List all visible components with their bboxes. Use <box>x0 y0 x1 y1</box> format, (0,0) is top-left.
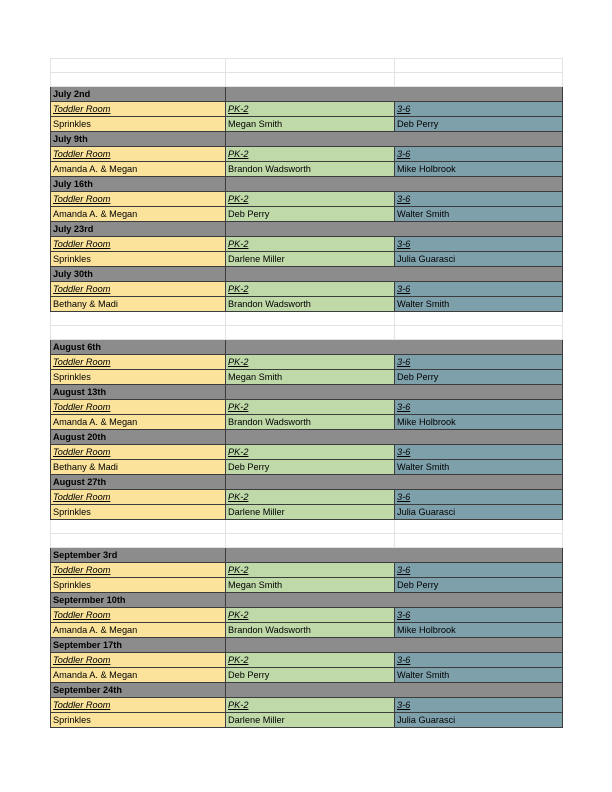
toddler-room-label[interactable]: Toddler Room <box>51 445 226 460</box>
week-header-row <box>51 222 563 237</box>
toddler-volunteer[interactable]: Sprinkles <box>51 713 226 728</box>
toddler-room-label[interactable]: Toddler Room <box>51 698 226 713</box>
volunteer-row <box>51 713 563 728</box>
pk2-label[interactable]: PK-2 <box>226 282 395 297</box>
grade36-label[interactable]: 3-6 <box>395 102 563 117</box>
grade36-label[interactable]: 3-6 <box>395 147 563 162</box>
grade36-volunteer[interactable]: Julia Guarasci <box>395 252 563 267</box>
volunteer-row <box>51 623 563 638</box>
pk2-label[interactable]: PK-2 <box>226 653 395 668</box>
week-date[interactable]: August 27th <box>51 475 226 490</box>
week-header-row <box>51 385 563 400</box>
toddler-room-label[interactable]: Toddler Room <box>51 102 226 117</box>
grade36-volunteer[interactable]: Julia Guarasci <box>395 505 563 520</box>
pk2-volunteer[interactable]: Brandon Wadsworth <box>226 415 395 430</box>
week-date[interactable]: July 2nd <box>51 87 226 102</box>
grade36-label[interactable]: 3-6 <box>395 608 563 623</box>
volunteer-row <box>51 370 563 385</box>
pk2-label[interactable]: PK-2 <box>226 445 395 460</box>
toddler-room-label[interactable]: Toddler Room <box>51 490 226 505</box>
pk2-label[interactable]: PK-2 <box>226 355 395 370</box>
toddler-volunteer[interactable]: Sprinkles <box>51 252 226 267</box>
toddler-room-label[interactable]: Toddler Room <box>51 147 226 162</box>
room-label-row <box>51 192 563 207</box>
pk2-label[interactable]: PK-2 <box>226 563 395 578</box>
grade36-volunteer[interactable]: Walter Smith <box>395 207 563 222</box>
pk2-volunteer[interactable]: Darlene Miller <box>226 713 395 728</box>
week-header-row <box>51 548 563 563</box>
pk2-label[interactable]: PK-2 <box>226 147 395 162</box>
grade36-label[interactable]: 3-6 <box>395 400 563 415</box>
pk2-volunteer[interactable]: Megan Smith <box>226 578 395 593</box>
volunteer-row <box>51 415 563 430</box>
grade36-volunteer[interactable]: Mike Holbrook <box>395 623 563 638</box>
week-header-row <box>51 638 563 653</box>
toddler-room-label[interactable]: Toddler Room <box>51 237 226 252</box>
week-header-row <box>51 87 563 102</box>
week-header-row <box>51 430 563 445</box>
grade36-volunteer[interactable]: Julia Guarasci <box>395 713 563 728</box>
volunteer-row <box>51 578 563 593</box>
room-label-row <box>51 237 563 252</box>
grade36-label[interactable]: 3-6 <box>395 355 563 370</box>
grade36-label[interactable]: 3-6 <box>395 653 563 668</box>
volunteer-row <box>51 207 563 222</box>
room-label-row <box>51 282 563 297</box>
grade36-volunteer[interactable]: Walter Smith <box>395 460 563 475</box>
room-label-row <box>51 102 563 117</box>
toddler-room-label[interactable]: Toddler Room <box>51 400 226 415</box>
pk2-volunteer[interactable]: Brandon Wadsworth <box>226 162 395 177</box>
grade36-label[interactable]: 3-6 <box>395 563 563 578</box>
toddler-volunteer[interactable]: Sprinkles <box>51 117 226 132</box>
week-header-row <box>51 593 563 608</box>
blank-row <box>51 520 563 534</box>
volunteer-row <box>51 460 563 475</box>
volunteer-row <box>51 117 563 132</box>
pk2-label[interactable]: PK-2 <box>226 192 395 207</box>
pk2-label[interactable]: PK-2 <box>226 102 395 117</box>
toddler-volunteer[interactable]: Amanda A. & Megan <box>51 162 226 177</box>
week-date[interactable]: July 30th <box>51 267 226 282</box>
blank-row <box>51 59 563 73</box>
week-header-row <box>51 267 563 282</box>
grade36-volunteer[interactable]: Deb Perry <box>395 370 563 385</box>
blank-row <box>51 534 563 548</box>
blank-row <box>51 326 563 340</box>
pk2-volunteer[interactable]: Deb Perry <box>226 460 395 475</box>
pk2-volunteer[interactable]: Darlene Miller <box>226 252 395 267</box>
pk2-volunteer[interactable]: Megan Smith <box>226 117 395 132</box>
grade36-label[interactable]: 3-6 <box>395 192 563 207</box>
room-label-row <box>51 400 563 415</box>
grade36-volunteer[interactable]: Mike Holbrook <box>395 162 563 177</box>
pk2-volunteer[interactable]: Darlene Miller <box>226 505 395 520</box>
toddler-volunteer[interactable]: Sprinkles <box>51 505 226 520</box>
room-label-row <box>51 653 563 668</box>
pk2-label[interactable]: PK-2 <box>226 608 395 623</box>
week-header-row <box>51 177 563 192</box>
toddler-room-label[interactable]: Toddler Room <box>51 563 226 578</box>
grade36-volunteer[interactable]: Walter Smith <box>395 297 563 312</box>
toddler-room-label[interactable]: Toddler Room <box>51 192 226 207</box>
week-date[interactable]: August 13th <box>51 385 226 400</box>
grade36-label[interactable]: 3-6 <box>395 237 563 252</box>
room-label-row <box>51 608 563 623</box>
grade36-volunteer[interactable]: Deb Perry <box>395 578 563 593</box>
toddler-volunteer[interactable]: Sprinkles <box>51 578 226 593</box>
week-date[interactable]: September 3rd <box>51 548 226 563</box>
grade36-label[interactable]: 3-6 <box>395 490 563 505</box>
week-date[interactable]: September 17th <box>51 638 226 653</box>
toddler-volunteer[interactable]: Amanda A. & Megan <box>51 207 226 222</box>
grade36-label[interactable]: 3-6 <box>395 282 563 297</box>
blank-row <box>51 73 563 87</box>
toddler-volunteer[interactable]: Amanda A. & Megan <box>51 623 226 638</box>
toddler-volunteer[interactable]: Amanda A. & Megan <box>51 668 226 683</box>
toddler-room-label[interactable]: Toddler Room <box>51 608 226 623</box>
toddler-room-label[interactable]: Toddler Room <box>51 355 226 370</box>
pk2-volunteer[interactable]: Brandon Wadsworth <box>226 623 395 638</box>
grade36-volunteer[interactable]: Walter Smith <box>395 668 563 683</box>
grade36-volunteer[interactable]: Deb Perry <box>395 117 563 132</box>
room-label-row <box>51 445 563 460</box>
grade36-label[interactable]: 3-6 <box>395 445 563 460</box>
volunteer-row <box>51 297 563 312</box>
grade36-volunteer[interactable]: Mike Holbrook <box>395 415 563 430</box>
week-date[interactable]: Septermber 10th <box>51 593 226 608</box>
toddler-volunteer[interactable]: Bethany & Madi <box>51 460 226 475</box>
week-date[interactable]: July 23rd <box>51 222 226 237</box>
room-label-row <box>51 147 563 162</box>
week-date[interactable]: September 24th <box>51 683 226 698</box>
toddler-room-label[interactable]: Toddler Room <box>51 653 226 668</box>
room-label-row <box>51 355 563 370</box>
volunteer-row <box>51 505 563 520</box>
volunteer-row <box>51 252 563 267</box>
pk2-label[interactable]: PK-2 <box>226 400 395 415</box>
week-header-row <box>51 340 563 355</box>
toddler-volunteer[interactable]: Amanda A. & Megan <box>51 415 226 430</box>
volunteer-row <box>51 162 563 177</box>
room-label-row <box>51 490 563 505</box>
week-header-row <box>51 683 563 698</box>
pk2-volunteer[interactable]: Brandon Wadsworth <box>226 297 395 312</box>
room-label-row <box>51 698 563 713</box>
pk2-label[interactable]: PK-2 <box>226 698 395 713</box>
pk2-volunteer[interactable]: Deb Perry <box>226 207 395 222</box>
week-date[interactable]: July 9th <box>51 132 226 147</box>
pk2-volunteer[interactable]: Deb Perry <box>226 668 395 683</box>
week-date[interactable]: July 16th <box>51 177 226 192</box>
schedule-sheet <box>50 58 563 728</box>
volunteer-row <box>51 668 563 683</box>
week-date[interactable]: August 6th <box>51 340 226 355</box>
pk2-label[interactable]: PK-2 <box>226 490 395 505</box>
blank-row <box>51 312 563 326</box>
toddler-volunteer[interactable]: Sprinkles <box>51 370 226 385</box>
pk2-label[interactable]: PK-2 <box>226 237 395 252</box>
week-header-row <box>51 475 563 490</box>
toddler-room-label[interactable]: Toddler Room <box>51 282 226 297</box>
grade36-label[interactable]: 3-6 <box>395 698 563 713</box>
toddler-volunteer[interactable]: Bethany & Madi <box>51 297 226 312</box>
week-date[interactable]: August 20th <box>51 430 226 445</box>
room-label-row <box>51 563 563 578</box>
pk2-volunteer[interactable]: Megan Smith <box>226 370 395 385</box>
week-header-row <box>51 132 563 147</box>
